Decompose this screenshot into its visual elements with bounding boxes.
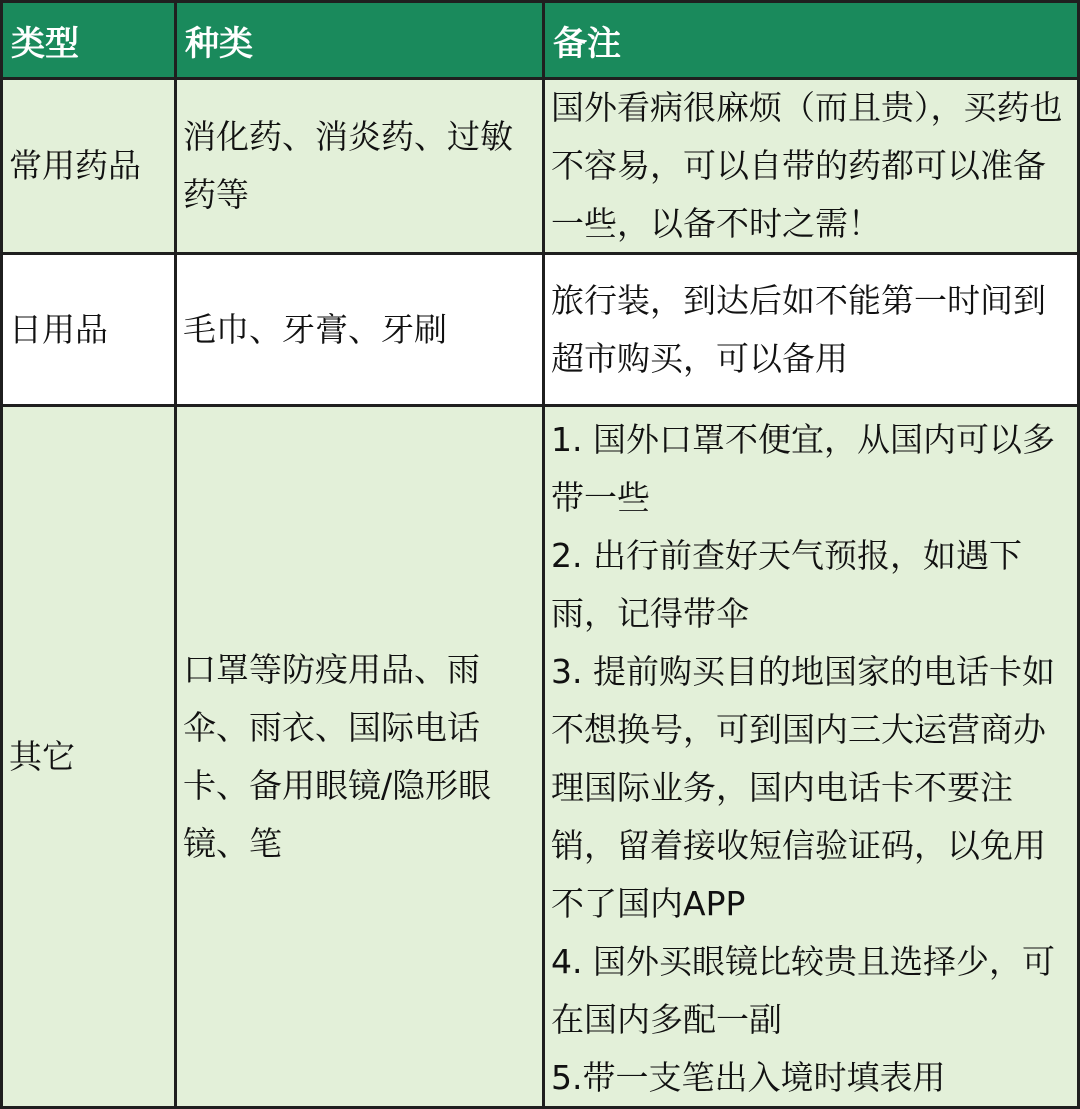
row-other-kind — [177, 407, 545, 1109]
note-item-1: 1. 国外口罩不便宜，从国内可以多带一些 — [551, 420, 1055, 517]
note-item-4: 4. 国外买眼镜比较贵且选择少，可在国内多配一副 — [551, 942, 1055, 1039]
row-other-type — [0, 407, 177, 1109]
header-kind — [177, 0, 545, 80]
header-kind-label: 种类 — [185, 23, 253, 64]
header-note — [545, 0, 1080, 80]
header-type — [0, 0, 177, 80]
row-medicine-type — [0, 80, 177, 255]
row-daily-type — [0, 255, 177, 407]
note-item-5: 5.带一支笔出入境时填表用 — [551, 1058, 946, 1097]
header-type-label: 类型 — [11, 23, 79, 64]
row-medicine-note — [545, 80, 1080, 255]
row-daily-kind — [177, 255, 545, 407]
row-medicine-note-text: 国外看病很麻烦（而且贵），买药也不容易，可以自带的药都可以准备一些，以备不时之需！ — [551, 88, 1063, 243]
row-daily-type-text: 日用品 — [9, 309, 108, 349]
row-daily-note-text: 旅行装，到达后如不能第一时间到超市购买，可以备用 — [551, 280, 1046, 378]
row-other-type-text: 其它 — [9, 736, 75, 776]
note-item-2: 2. 出行前查好天气预报，如遇下雨，记得带伞 — [551, 536, 1022, 633]
row-medicine-kind-text: 消化药、消炎药、过敏药等 — [183, 117, 513, 214]
row-medicine-kind — [177, 80, 545, 255]
header-note-label: 备注 — [553, 23, 621, 64]
row-medicine-type-text: 常用药品 — [9, 146, 141, 185]
note-item-3: 3. 提前购买目的地国家的电话卡如不想换号，可到国内三大运营商办理国际业务，国内电话卡不要注销，留着接收短信验证码，以免用不了国内APP — [551, 652, 1055, 923]
row-other-kind-text: 口罩等防疫用品、雨伞、雨衣、国际电话卡、备用眼镜/隐形眼镜、笔 — [183, 649, 492, 863]
row-daily-kind-text: 毛巾、牙膏、牙刷 — [183, 309, 447, 349]
row-daily-note — [545, 255, 1080, 407]
row-other-notes — [545, 407, 1080, 1109]
